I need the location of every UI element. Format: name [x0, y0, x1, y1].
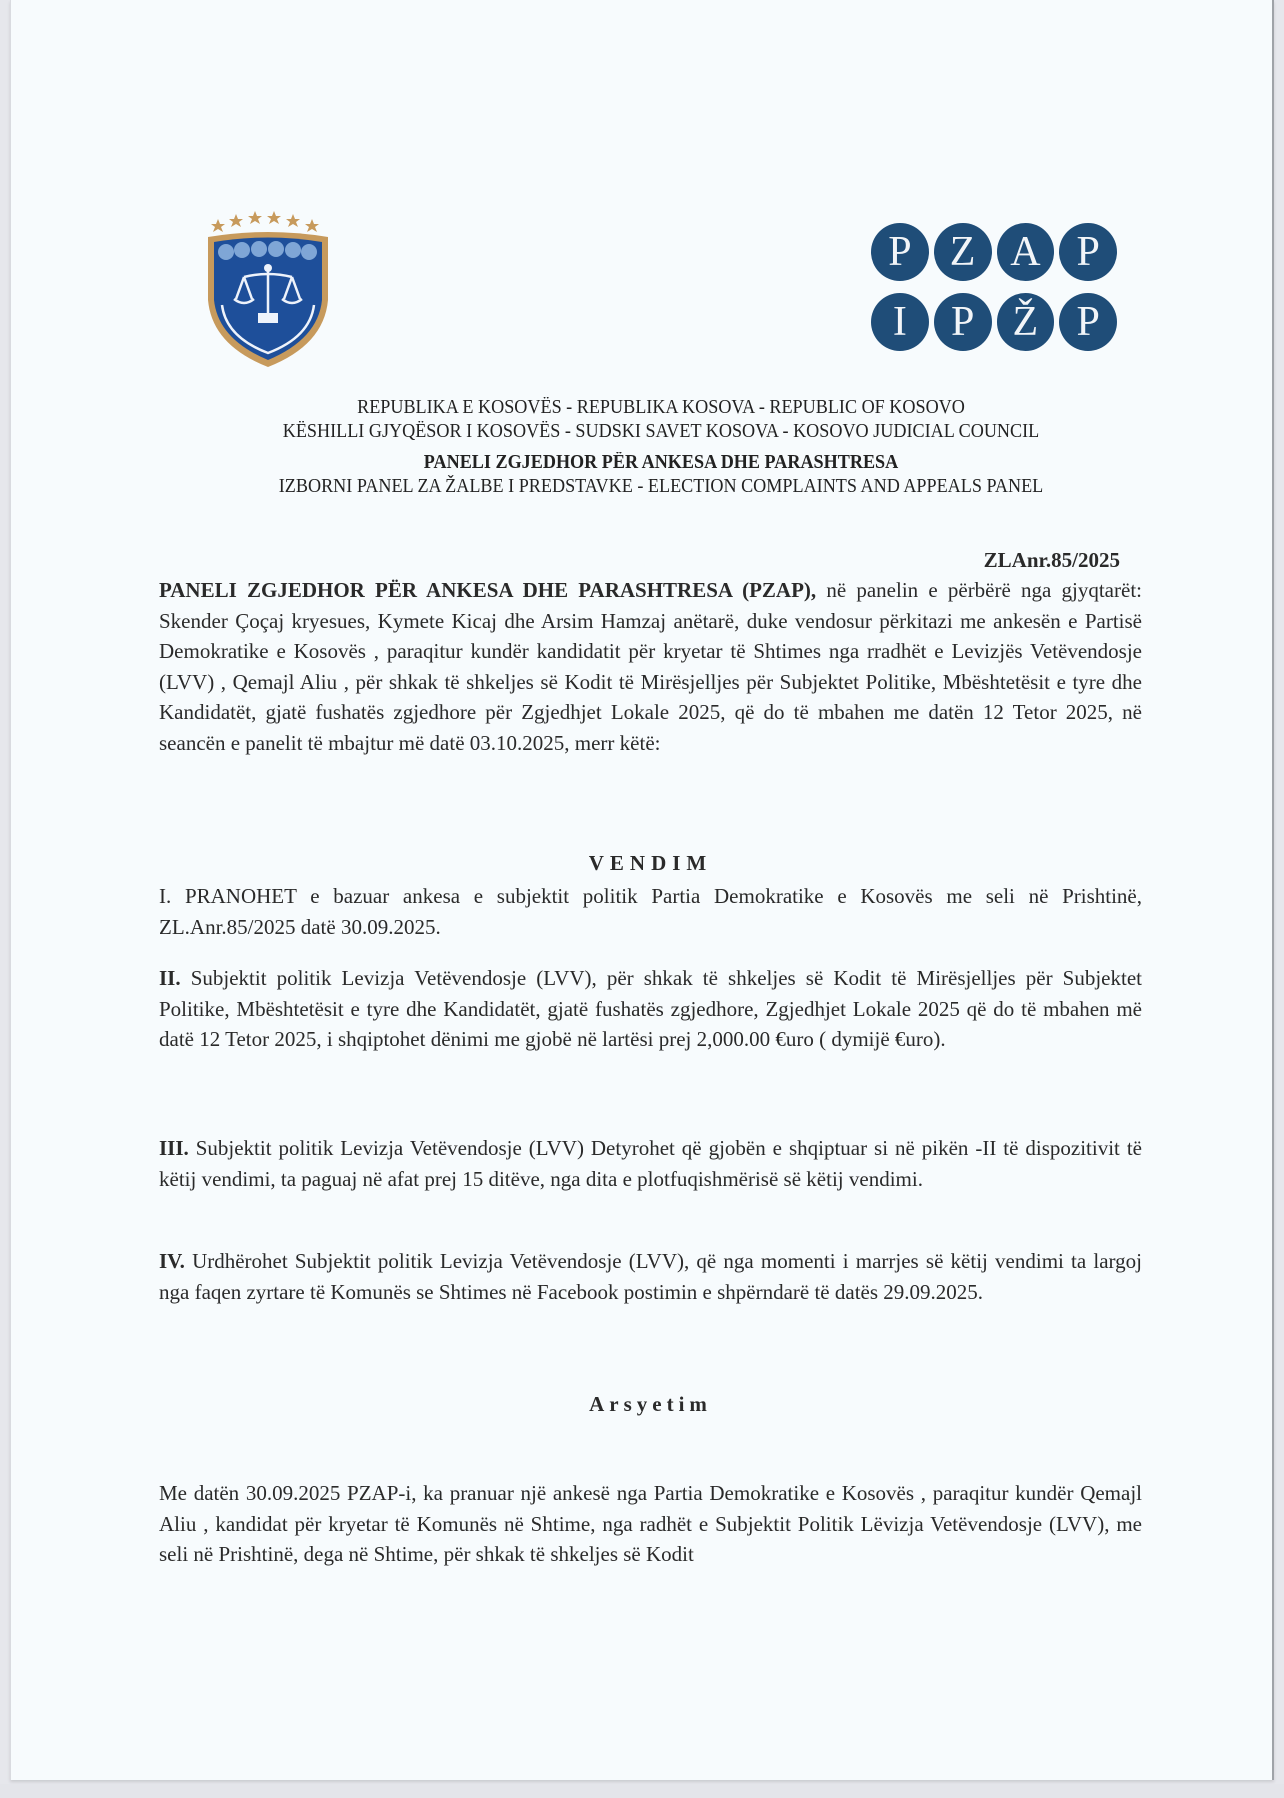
logo-letter-circle: P: [1059, 293, 1117, 351]
logo-letter-circle: A: [997, 223, 1055, 281]
logo-letter-circle: P: [871, 223, 929, 281]
item-number: III.: [159, 1136, 189, 1160]
item-text: Urdhërohet Subjektit politik Levizja Vetëvendosje (LVV), që nga momenti i marrjes së këtij vendimi ta largoj nga faqen zyrtare të Komunës se Shtimes në Facebook postimin e shpërndarë të datës 29.09.2025.: [159, 1249, 1142, 1304]
logo-letter-circle: Ž: [997, 293, 1055, 351]
decision-title: VENDIM: [588, 851, 713, 875]
item-number: I.: [159, 884, 172, 908]
header-panel-albanian: PANELI ZGJEDHOR PËR ANKESA DHE PARASHTRESA: [423, 452, 899, 473]
page-bottom-edge: [0, 1784, 1284, 1798]
header-republic: REPUBLIKA E KOSOVËS - REPUBLIKA KOSOVA - REPUBLIC OF KOSOVO: [357, 397, 965, 418]
case-number: ZLAnr.85/2025: [983, 548, 1120, 572]
document-page: [10, 0, 1274, 1780]
reasoning-title: Arsyetim: [589, 1392, 712, 1416]
item-text: Subjektit politik Levizja Vetëvendosje (LVV), për shkak të shkeljes së Kodit të Mirësjelljes për Subjektet Politike, Mbështetësit e tyre dhe Kandidatët, gjatë fushatës zgjedhore, Zgjedhjet Lokale 2025 që do të mbahen më datë 12 Tetor 2025, i shqiptohet dënimi me gjobë në lartësi prej 2,000.00 €uro ( dymijë €uro).: [159, 966, 1142, 1051]
decision-item-3: [159, 1133, 1142, 1194]
decision-item-1: [159, 881, 1142, 942]
logo-letter-circle: Z: [934, 223, 992, 281]
reasoning-paragraph: [159, 1478, 1142, 1570]
header-panel-serbian-english: IZBORNI PANEL ZA ŽALBE I PREDSTAVKE - ELECTION COMPLAINTS AND APPEALS PANEL: [278, 476, 1044, 497]
intro-lead: PANELI ZGJEDHOR PËR ANKESA DHE PARASHTRESA (PZAP),: [159, 578, 817, 602]
reasoning-text: Me datën 30.09.2025 PZAP-i, ka pranuar një ankesë nga Partia Demokratike e Kosovës , paraqitur kundër Qemajl Aliu , kandidat për kryetar të Komunës në Shtime, nga radhët e Subjektit Politik Lëvizja Vetëvendosje (LVV), me seli në Prishtinë, dega në Shtime, për shkak të shkeljes së Kodit: [159, 1481, 1142, 1566]
pzap-logo-row-2: [871, 293, 1117, 351]
pzap-logo-row-1: [871, 223, 1117, 281]
pzap-logo: [871, 223, 1117, 357]
logo-letter-circle: P: [1059, 223, 1117, 281]
decision-item-2: [159, 963, 1142, 1055]
item-text: Subjektit politik Levizja Vetëvendosje (LVV) Detyrohet që gjobën e shqiptuar si në pikën -II të dispozitivit të këtij vendimi, ta paguaj në afat prej 15 ditëve, nga dita e plotfuqishmërisë së këtij vendimi.: [159, 1136, 1142, 1191]
intro-text: në panelin e përbërë nga gjyqtarët: Skender Çoçaj kryesues, Kymete Kicaj dhe Arsim Hamzaj anëtarë, duke vendosur përkitazi me ankesën e Partisë Demokratike e Kosovës , paraqitur kundër kandidatit për kryetar të Shtimes nga rradhët e Levizjës Vetëvendosje (LVV) , Qemajl Aliu , për shkak të shkeljes së Kodit të Mirësjelljes për Subjektet Politike, Mbështetësit e tyre dhe Kandidatët, gjatë fushatës zgjedhore për Zgjedhjet Lokale 2025, që do të mbahen me datën 12 Tetor 2025, në seancën e panelit të mbajtur më datë 03.10.2025, merr këtë:: [159, 578, 1142, 755]
item-text: PRANOHET e bazuar ankesa e subjektit politik Partia Demokratike e Kosovës me seli në Prishtinë, ZL.Anr.85/2025 datë 30.09.2025.: [159, 884, 1142, 939]
decision-item-4: [159, 1246, 1142, 1307]
header-council: KËSHILLI GJYQËSOR I KOSOVËS - SUDSKI SAVET KOSOVA - KOSOVO JUDICIAL COUNCIL: [282, 421, 1040, 442]
item-number: IV.: [159, 1249, 185, 1273]
item-number: II.: [159, 966, 181, 990]
logo-letter-circle: I: [871, 293, 929, 351]
intro-paragraph: [159, 575, 1142, 758]
logo-letter-circle: P: [934, 293, 992, 351]
judicial-council-emblem-icon: [206, 205, 331, 370]
